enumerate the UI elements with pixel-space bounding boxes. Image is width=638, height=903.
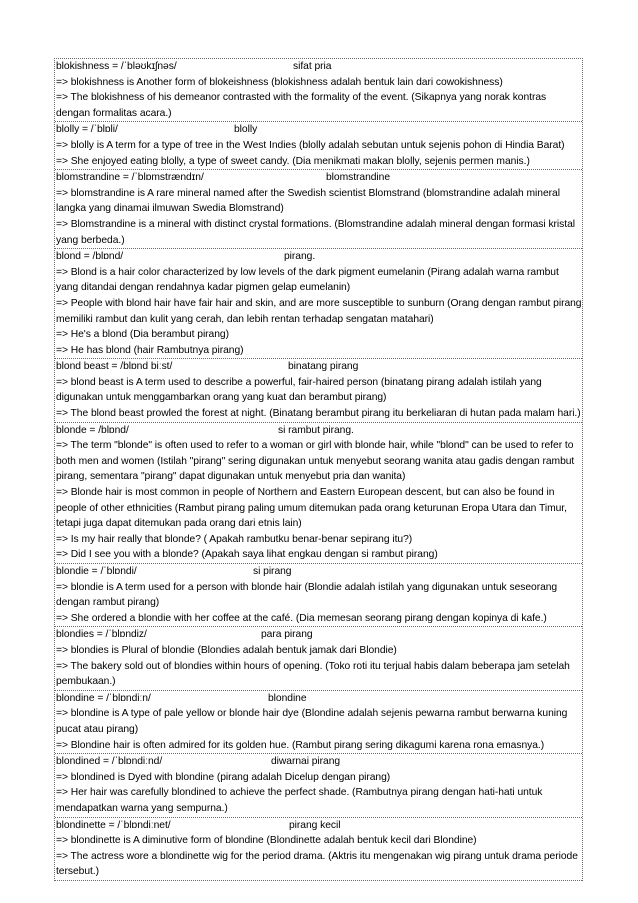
headword: blondine = /ˈblɒndiːn/ <box>56 692 151 704</box>
definition-line: => Did I see you with a blonde? (Apakah saya lihat engkau dengan si rambut pirang) <box>56 549 438 561</box>
definition-line: => blolly is A term for a type of tree in the West Indies (blolly adalah sebutan untuk sejenis pohon di Hindia Barat) <box>56 139 565 151</box>
dictionary-table <box>54 58 583 881</box>
headword: blond beast = /blɒnd biːst/ <box>56 361 173 373</box>
entry-header <box>56 754 582 770</box>
translation: blondine <box>268 692 307 704</box>
definition-line: => blondinette is A diminutive form of blondine (Blondinette adalah bentuk kecil dari Blondine) <box>56 835 477 847</box>
entry-header <box>56 818 582 834</box>
definition-line: => She ordered a blondie with her coffee at the café. (Dia memesan seorang pirang dengan kopinya di kafe.) <box>56 612 547 624</box>
entry-header <box>56 249 582 265</box>
definition-line: => blondine is A type of pale yellow or blonde hair dye (Blondine adalah sejenis pewarna rambut berwarna kuning pucat atau pirang) <box>56 708 568 735</box>
dictionary-entry <box>55 627 582 690</box>
headword: blond = /blɒnd/ <box>56 251 124 263</box>
definition-line: => The blond beast prowled the forest at night. (Binatang berambut pirang itu berkeliaran di hutan pada malam hari.) <box>56 408 581 420</box>
headword: blokishness = /ˈbləʊkɪʃnəs/ <box>56 61 177 72</box>
definition-line: => The bakery sold out of blondies within hours of opening. (Toko roti itu terjual habis dalam beberapa jam setelah pembukaan.) <box>56 660 570 688</box>
definition-line: => blokishness is Another form of blokeishness (blokishness adalah bentuk lain dari cowokishness) <box>56 76 503 88</box>
definition-line: => The blokishness of his demeanor contrasted with the formality of the event. (Sikapnya yang norak kontras dengan formalitas acara.) <box>56 92 547 119</box>
dictionary-entry <box>55 359 582 422</box>
translation: blomstrandine <box>326 172 391 184</box>
definition-line: => He has blond (hair Rambutnya pirang) <box>56 344 244 356</box>
definition-line: => blondined is Dyed with blondine (pirang adalah Dicelup dengan pirang) <box>56 771 391 783</box>
translation: para pirang <box>261 629 313 641</box>
dictionary-entry <box>55 754 582 817</box>
translation: blolly <box>234 124 258 136</box>
definition-line: => Blonde hair is most common in people of Northern and Eastern European descent, but can also be found in people of other ethnicities (Rambut pirang paling umum ditemukan pada orang keturunan Eropa Utara dan Timur, tetapi juga dapat ditemukan pada orang dari etnis lain) <box>56 487 567 530</box>
dictionary-entry <box>55 564 582 627</box>
headword: blonde = /blɒnd/ <box>56 424 129 436</box>
translation: binatang pirang <box>288 361 359 373</box>
headword: blondies = /ˈblɒndiz/ <box>56 629 147 641</box>
headword: blolly = /ˈblɒli/ <box>56 124 118 136</box>
entry-header <box>56 564 582 580</box>
translation: si rambut pirang. <box>278 424 354 436</box>
translation: diwarnai pirang <box>271 756 341 768</box>
headword: blondie = /ˈblɒndi/ <box>56 566 137 577</box>
definition-line: => People with blond hair have fair hair and skin, and are more susceptible to sunburn (Orang dengan rambut pirang memiliki rambut dan kulit yang cerah, dan lebih rentan terhadap sengatan matahari) <box>56 297 582 325</box>
definition-line: => Blondine hair is often admired for its golden hue. (Rambut pirang sering dikagumi karena rona emasnya.) <box>56 739 545 751</box>
translation: pirang kecil <box>289 819 341 831</box>
definition-line: => The term "blonde" is often used to refer to a woman or girl with blonde hair, while "blond" can be used to refer to both men and women (Istilah "pirang" sering digunakan untuk menyebut seorang wanita atau gadis dengan rambut pirang, sementara "pirang" dapat digunakan untuk menyebut pria dan wanita) <box>56 440 575 483</box>
entry-header <box>56 122 582 138</box>
definition-line: => blomstrandine is A rare mineral named after the Swedish scientist Blomstrand (blomstrandine adalah mineral langka yang dinamai ilmuwan Swedia Blomstrand) <box>56 187 560 215</box>
definition-line: => Is my hair really that blonde? ( Apakah rambutku benar-benar sepirang itu?) <box>56 533 413 545</box>
entry-header <box>56 359 582 375</box>
definition-line: => Her hair was carefully blondined to achieve the perfect shade. (Rambutnya pirang dengan hati-hati untuk mendapatkan warna yang sempurna.) <box>56 787 543 814</box>
definition-line: => blondie is A term used for a person with blonde hair (Blondie adalah istilah yang digunakan untuk seseorang dengan rambut pirang) <box>56 581 558 609</box>
headword: blomstrandine = /ˈblɒmstrændɪn/ <box>56 172 204 184</box>
translation: pirang. <box>284 251 316 263</box>
entry-header <box>56 627 582 643</box>
dictionary-entry <box>55 122 582 170</box>
definition-line: => blond beast is A term used to describe a powerful, fair-haired person (binatang pirang adalah istilah yang digunakan untuk menggambarkan orang yang kuat dan berambut pirang) <box>56 376 542 404</box>
dictionary-entry <box>55 423 582 564</box>
definition-line: => Blomstrandine is a mineral with distinct crystal formations. (Blomstrandine adalah mineral dengan formasi kristal yang berbeda.) <box>56 218 575 246</box>
definition-line: => The actress wore a blondinette wig for the period drama. (Aktris itu mengenakan wig pirang untuk drama periode tersebut.) <box>56 850 578 878</box>
entry-header <box>56 59 582 75</box>
definition-line: => She enjoyed eating blolly, a type of sweet candy. (Dia menikmati makan blolly, sejenis permen manis.) <box>56 155 530 167</box>
definition-line: => Blond is a hair color characterized by low levels of the dark pigment eumelanin (Pirang adalah warna rambut yang ditandai dengan rendahnya kadar pigmen gelap eumelanin) <box>56 266 559 294</box>
entry-header <box>56 691 582 707</box>
dictionary-entry <box>55 818 582 881</box>
definition-line: => blondies is Plural of blondie (Blondies adalah bentuk jamak dari Blondie) <box>56 644 397 656</box>
translation: si pirang <box>253 566 292 577</box>
dictionary-entry <box>55 170 582 249</box>
definition-line: => He's a blond (Dia berambut pirang) <box>56 329 229 341</box>
entry-header <box>56 423 582 439</box>
headword: blondined = /ˈblɒndiːnd/ <box>56 756 163 768</box>
dictionary-entry <box>55 59 582 122</box>
entry-header <box>56 170 582 186</box>
dictionary-entry <box>55 249 582 359</box>
dictionary-entry <box>55 691 582 754</box>
headword: blondinette = /ˈblɒndiːnet/ <box>56 819 171 831</box>
translation: sifat pria <box>293 61 332 72</box>
